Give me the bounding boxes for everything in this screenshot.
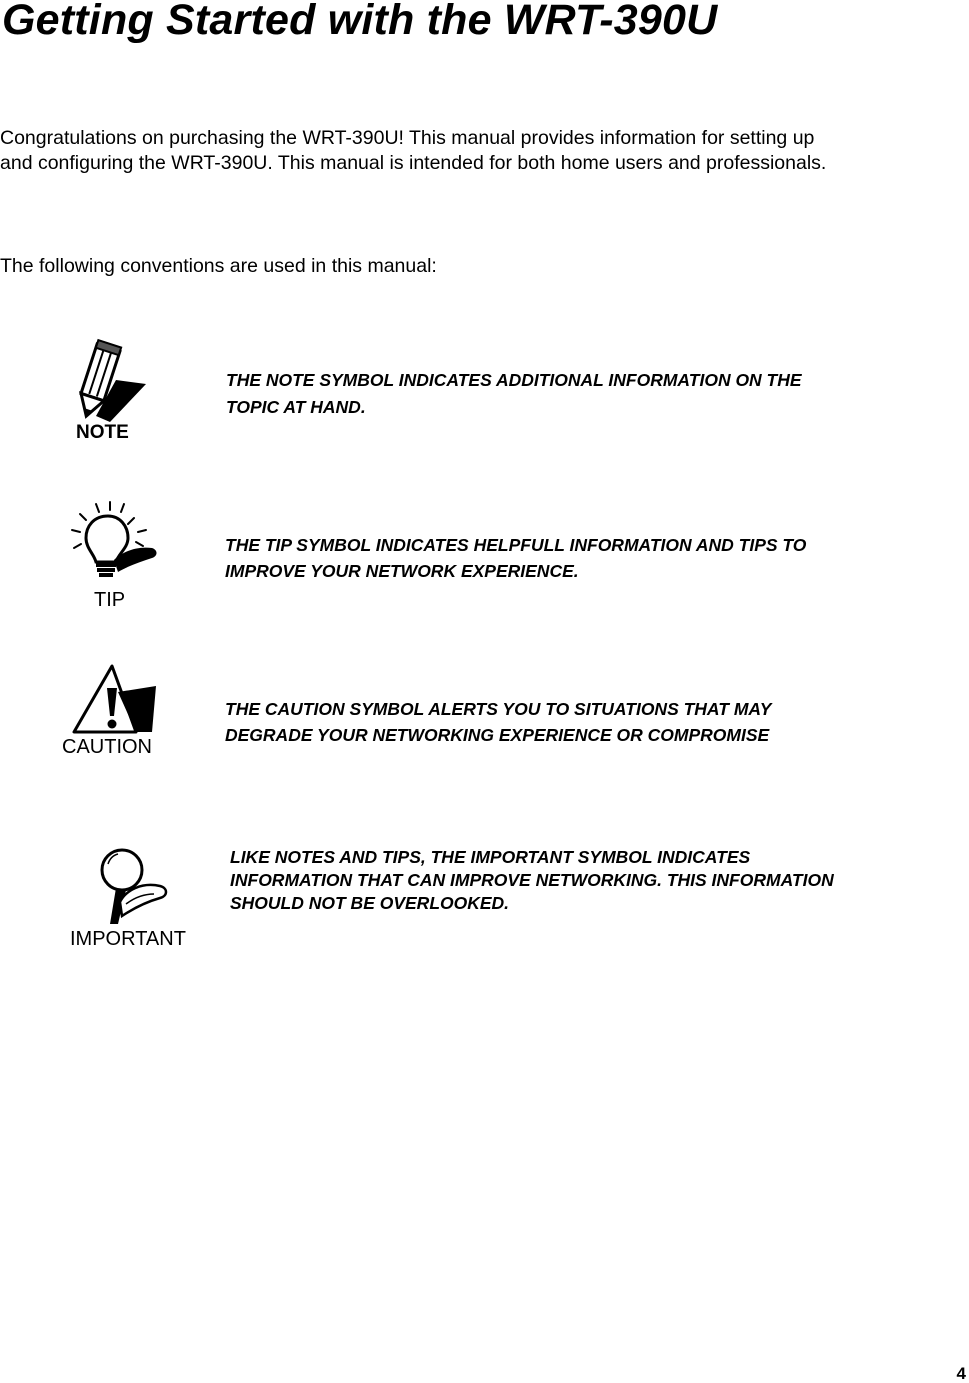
important-text — [230, 846, 834, 915]
important-text-line-1: LIKE NOTES AND TIPS, THE IMPORTANT SYMBOL INDICATES — [230, 847, 751, 867]
pushpin-icon — [96, 846, 176, 930]
tip-text-line-1: THE TIP SYMBOL INDICATES HELPFULL INFORMATION AND TIPS TO — [225, 535, 807, 555]
tip-icon-label: TIP — [94, 589, 126, 611]
lightbulb-icon — [66, 500, 162, 588]
intro-paragraph — [0, 126, 965, 176]
pencil-icon — [66, 340, 152, 430]
caution-text — [225, 696, 771, 748]
note-icon-label: NOTE — [76, 422, 129, 443]
important-text-line-2: INFORMATION THAT CAN IMPROVE NETWORKING. THIS INFORMATION — [230, 870, 834, 890]
intro-line-1: Congratulations on purchasing the WRT-390U! This manual provides information for setting up — [0, 127, 815, 149]
caution-icon-label: CAUTION — [62, 736, 152, 758]
intro-line-2: and configuring the WRT-390U. This manual is intended for both home users and professionals. — [0, 152, 827, 174]
tip-text — [225, 532, 806, 584]
tip-text-line-2: IMPROVE YOUR NETWORK EXPERIENCE. — [225, 561, 579, 581]
warning-triangle-icon — [72, 664, 162, 736]
important-text-line-3: SHOULD NOT BE OVERLOOKED. — [230, 893, 510, 913]
note-text-line-2: TOPIC AT HAND. — [226, 397, 366, 417]
page-title: Getting Started with the WRT-390U — [2, 0, 718, 44]
page-number: 4 — [956, 1364, 966, 1383]
caution-text-line-1: THE CAUTION SYMBOL ALERTS YOU TO SITUATIONS THAT MAY — [225, 699, 772, 719]
note-text-line-1: THE NOTE SYMBOL INDICATES ADDITIONAL INFORMATION ON THE — [226, 370, 802, 390]
important-icon-label: IMPORTANT — [70, 928, 186, 950]
note-text — [226, 367, 802, 421]
conventions-intro: The following conventions are used in this manual: — [0, 255, 437, 277]
caution-text-line-2: DEGRADE YOUR NETWORKING EXPERIENCE OR COMPROMISE — [225, 725, 770, 745]
